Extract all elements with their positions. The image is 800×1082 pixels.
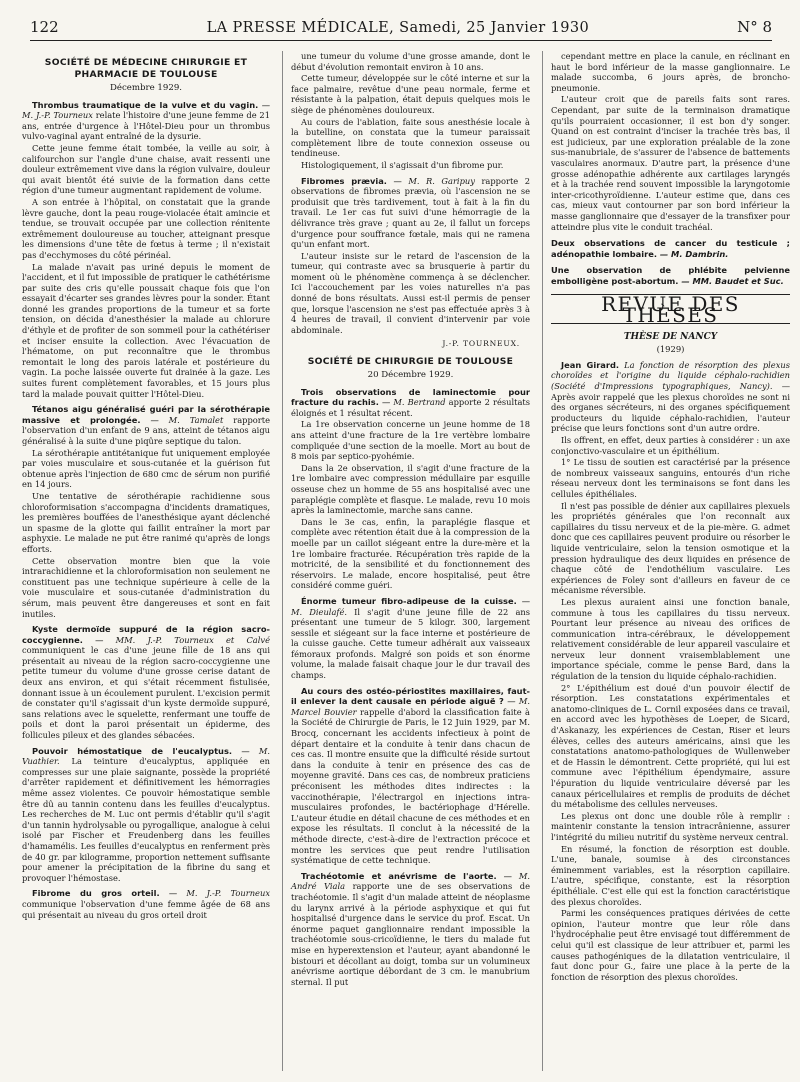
article: [22, 624, 270, 741]
article: [22, 100, 270, 400]
article-lead: [22, 888, 270, 920]
article-author: — M. J.-P. Tourneux: [22, 99, 270, 121]
paragraph: Au cours de l'ablation, faite sous anesthésie locale à la butelline, on constata que la tumeur paraissait complètement libre de toute connexion osseuse ou tendineuse.: [291, 116, 530, 159]
article-paragraph: Dans le 3e cas, enfin, la paraplégie flasque et complète avec rétention était due à la compression de la moelle par un caillot siégeant entre la dure-mère et la 1re lombaire fracturée. Récupération très rapide de la motricité, de la sensibilité et du fonctionnement des réservoirs. Le malade, encore hospitalisé, peut être considéré comme guéri.: [291, 516, 530, 591]
observation-phlebite: [551, 265, 790, 286]
paragraph: Il n'est pas possible de dénier aux capillaires plexuels les propriétés générales que l'on reconnaît aux capillaires du tissu nerveux et de la pie-mère. G. admet donc que ces capillaires peuvent produire ou résorber le liquide ventriculaire, selon la tension osmotique et la pression hydraulique des deux liquides en présence de chaque côté de l'endothélium vasculaire. Les expériences de Foley sont d'ailleurs en faveur de ce mécanisme réversible.: [551, 500, 790, 596]
paragraph: Ils offrent, en effet, deux parties à considérer : un axe conjonctivo-vasculaire et un épithélium.: [551, 435, 790, 456]
column-2: [282, 51, 530, 1071]
these-author: Jean Girard.: [561, 359, 620, 370]
issue-number: N° 8: [737, 18, 772, 36]
article-paragraph: La sérothérapie antitétanique fut uniquement employée par voies musculaire et sous-cutanée et la guérison fut obtenue après l'injection de 680 cmc de sérum non purifié en 14 jours.: [22, 447, 270, 490]
article-heading: Fibromes prævia.: [301, 175, 387, 186]
article-paragraph: Cette observation montre bien que la voie intrarachidienne et la chloroformisation non seulement ne constituent pas une technique supérieure à celle de la voie musculaire et sous-cutanée d'administration du sérum, mais peuvent être dangereuses et sont en fait inutiles.: [22, 555, 270, 619]
page-number: 122: [30, 18, 59, 36]
article-lead: [291, 871, 530, 988]
observation-author: — M. Dambrin.: [659, 248, 729, 259]
article-author: — M. R. Garipuy: [393, 175, 475, 186]
paragraph: une tumeur du volume d'une grosse amande, dont le début d'évolution remontait environ à 10 ans.: [291, 51, 530, 72]
article: [291, 686, 530, 866]
article: [291, 871, 530, 988]
article-heading: Trois observations de laminectomie pour fracture du rachis.: [291, 386, 530, 408]
article-paragraph: La malade n'avait pas uriné depuis le moment de l'accident, et il fut impossible de pratiquer le cathétérisme par suite des cris qu'elle poussait chaque fois que l'on essayait d'écarter ses grandes lèvres pour la sonder. Étant donné les grandes proportions de la tumeur et sa forte tension, on décida d'anesthésier la malade au chlorure d'éthyle et de profiter de son sommeil pour la cathétériser et inciser ensuite la collection. Avec l'évacuation de l'hématome, on put reconnaître que le thrombus remontait le long des parois latérale et postérieure du vagin. La poche laissée ouverte fut drainée à la gaze. Les suites furent complètement favorables, et 15 jours plus tard la malade pouvait quitter l'Hôtel-Dieu.: [22, 261, 270, 399]
article-author: — MM. J.-P. Tourneux et Calvé: [95, 634, 270, 645]
article-author: — M. J.-P. Tourneux: [168, 888, 270, 899]
article-text: communiquent le cas d'une jeune fille de 18 ans qui présentait au niveau de la région sacro-coccygienne une petite tumeur du volume d'une grosse cerise datant de deux ans environ, et qui s'était récemment fistulisée, donnant issue à un écoulement purulent. L'excision permit de constater qu'il s'agissait d'un kyste dermoïde suppuré, sans relations avec le squelette, renfermant une touffe de poils et dont la paroi présentait un épiderme, des follicules pileux et des glandes sébacées.: [22, 645, 270, 741]
paragraph: 1° Le tissu de soutien est caractérisé par la présence de nombreux vaisseaux sanguins, entourés d'un riche réseau nerveux dont les terminaisons se font dans les cellules épithéliales.: [551, 457, 790, 499]
col2-continued-text: [291, 51, 530, 171]
article-heading: Pouvoir hémostatique de l'eucalyptus.: [32, 745, 233, 756]
paragraph: Les plexus ont donc une double rôle à remplir : maintenir constante la tension intracrânienne, assurer l'intégrité du milieu nutritif du système nerveux central.: [551, 810, 790, 842]
paragraph: cependant mettre en place la canule, en réclinant en haut le bord inférieur de la masse ganglionnaire. Le malade succomba, 6 jours après, de broncho-pneumonie.: [551, 51, 790, 93]
article-heading: Thrombus traumatique de la vulve et du vagin.: [32, 99, 259, 110]
these-lead: [551, 360, 790, 434]
journal-title: LA PRESSE MÉDICALE, Samedi, 25 Janvier 1930: [206, 20, 590, 36]
these-title: THÈSE DE NANCY: [623, 331, 718, 342]
col3-continued-text: [551, 51, 790, 232]
article-author: — M. Dieulafé.: [291, 595, 530, 617]
these-body: [551, 435, 790, 982]
section-title: REVUE DES THÈSES: [601, 292, 740, 328]
paragraph: Cette tumeur, développée sur le côté interne et sur la face palmaire, revêtue d'une peau normale, ferme et résistante à la palpation, était depuis quelques mois le siège de phénomènes douloureux.: [291, 73, 530, 115]
col1-items: [22, 100, 270, 921]
page-header: [30, 18, 772, 41]
article-heading: Énorme tumeur fibro-adipeuse de la cuisse.: [301, 595, 517, 606]
article: [291, 387, 530, 591]
article-heading: Tétanos aigu généralisé guéri par la sérothérapie massive et prolongée.: [22, 404, 270, 425]
article-text: relate l'histoire d'une jeune femme de 21 ans, entrée d'urgence à l'Hôtel-Dieu pour un thrombus vulvo-vaginal ayant entraîné de la dysurie.: [22, 110, 270, 142]
signature: J.-P. TOURNEUX.: [442, 339, 520, 349]
columns: [22, 51, 790, 1071]
society-heading: SOCIÉTÉ DE MÉDECINE CHIRURGIE ET PHARMACIE DE TOULOUSE: [44, 57, 248, 80]
article: [22, 404, 270, 619]
paragraph: Parmi les conséquences pratiques dérivées de cette opinion, l'auteur montre que leur rôle dans l'hydrocéphalie peut être envisagé tout différemment de celui qu'il est classique de leur attribuer et, parmi les causes pathogéniques de la dilatation ventriculaire, il faut donc pour G., faire une place à la perte de la fonction de résorption des plexus choroïdes.: [551, 908, 790, 982]
article-lead: [291, 387, 530, 419]
session-date-2: 20 Décembre 1929.: [367, 370, 454, 381]
paragraph: En résumé, la fonction de résorption est double. L'une, banale, soumise à des circonstances éminemment variables, est la résorption capillaire. L'autre, spécifique, constante, est la résorption épithéliale. C'est elle qui est la fonction caractéristique des plexus choroïdes.: [551, 843, 790, 907]
article-lead: [291, 686, 530, 866]
article-text: rappelle d'abord la classification faite à la Société de Chirurgie de Paris, le 12 Juin 1929, par M. Brocq, concernant les accidents infectieux à point de départ dentaire et la conduite à tenir dans chacun de ces cas. Il montre ensuite que la difficulté réside surtout dans la conduite à tenir en présence des cas de moyenne gravité. Dans ces cas, de nombreux praticiens préconisent les méthodes dites indirectes : la vaccinothérapie, l'électrargol en injections intra-musculaires profondes, le bactériophage d'Hérelle. L'auteur étudie en détail chacune de ces méthodes et en expose les résultats. Il conclut à la nécessité de la méthode directe, c'est-à-dire de l'extraction précoce et montre les services que peut rendre l'utilisation systématique de cette technique.: [291, 706, 530, 866]
article-lead: [22, 746, 270, 884]
article-author: — M. Marcel Bouvier: [291, 696, 530, 717]
article-heading: Kyste dermoïde suppuré de la région sacro-coccygienne.: [22, 624, 270, 645]
article-text: rapporte l'observation d'un enfant de 9 ans, atteint de tétanos aigu généralisé à la suite d'une piqûre septique du talon.: [22, 414, 270, 446]
article: [291, 596, 530, 681]
article: [22, 888, 270, 920]
article: [22, 746, 270, 884]
paragraph: 2° L'épithélium est doué d'un pouvoir électif de résorption. Les constatations expérimentales et anatomo-cliniques de L. Cornil exposées dans ce travail, en accord avec les hypothèses de Loeper, de Sicard, d'Askanazy, les expériences de Cestan, Riser et leurs élèves, celles des auteurs américains, ainsi que les constatations anatomo-pathologiques de Wullenweber et de Hassin le démontrent. Cette propriété, qui lui est commune avec l'épithélium épendymaire, assure l'épuration du liquide ventriculaire déversé par les canaux péricellulaires et remplis de produits de déchet du métabolisme des cellules nerveuses.: [551, 682, 790, 810]
article-heading: Trachéotomie et anévrisme de l'aorte.: [301, 870, 497, 881]
article-fibromes: [291, 176, 530, 336]
article-lead: [22, 404, 270, 446]
society-heading-2: SOCIÉTÉ DE CHIRURGIE DE TOULOUSE: [307, 356, 514, 368]
article-text: rapporte 2 observations de fibromes prævia, où l'ascension ne se produisit que très tardivement, tout à fait à la fin du travail. Le 1er cas fut suivi d'une hémorragie de la délivrance très grave ; quant au 2e, il fallut un forceps d'urgence pour souffrance fœtale, mais qui ne ramena qu'un enfant mort.: [291, 175, 530, 250]
article-paragraph: La 1re observation concerne un jeune homme de 18 ans atteint d'une fracture de la 1re vertèbre lombaire compliquée d'une section de la moelle. Mort au bout de 8 mois par septico-pyohémie.: [291, 419, 530, 462]
column-3: [542, 51, 790, 1071]
article-heading: Fibrome du gros orteil.: [32, 888, 160, 899]
article-text: rapporte une de ses observations de trachéotomie. Il s'agit d'un malade atteint de néoplasme du larynx arrivé à la période asphyxique et qui fut hospitalisé d'urgence dans le service du prof. Escat. Un énorme paquet ganglionnaire rendant impossible la trachéotomie sous-cricoïdienne, le tiers du malade fut mise en hyperextension et l'auteur, ayant abandonné le bistouri et décollant au doigt, tomba sur un volumineux anévrisme aortique débordant de 3 cm. le manubrium sternal. Il put: [291, 881, 530, 987]
article-text: La teinture d'eucalyptus, appliquée en compresses sur une plaie saignante, possède la propriété d'arrêter rapidement et définitivement les hémorragies même assez violentes. Ce pouvoir hémostatique semble être dû au tannin contenu dans les feuilles d'eucalyptus. Les recherches de M. Luc ont permis d'établir qu'il s'agit d'un tannin hydrolysable ou pyrogallique, analogue à celui isolé par Fischer et Freudenberg dans les feuilles d'hamamélis. Les feuilles d'eucalyptus en renferment près de 40 gr. par kilogramme, proportion nettement suffisante pour amener la précipitation de la fibrine du sang et provoquer l'hémostase.: [22, 756, 270, 883]
article-lead: [291, 596, 530, 681]
article-heading: Au cours des ostéo-périostites maxillaires, faut-il enlever la dent causale en période aiguë ?: [291, 685, 530, 707]
article-paragraph: Cette jeune femme était tombée, la veille au soir, à califourchon sur l'angle d'une chaise, avait ressenti une douleur extrêmement vive dans la région vulvaire, douleur qui avait bientôt été suivie de la formation dans cette région d'une tumeur augmentant rapidement de volume.: [22, 142, 270, 196]
article-lead: [22, 624, 270, 741]
article-lead: [22, 100, 270, 142]
paragraph: Les plexus auraient ainsi une fonction banale, commune à tous les capillaires du tissu nerveux. Pourtant leur présence au niveau des orifices de communication intra-cérébraux, le développement relativement considérable de leur appareil vasculaire et nerveux leur donnent vraisemblablement une importance spéciale, comme le pense Bard, dans la régulation de la tension du liquide céphalo-rachidien.: [551, 596, 790, 682]
these-lead-text: — Après avoir rappelé que les plexus choroïdes ne sont ni des organes sécréteurs, ni des organes spécifiquement producteurs du liquide céphalo-rachidien, l'auteur précise que leurs fonctions sont d'un autre ordre.: [551, 381, 790, 434]
article-text: apporte 2 résultats éloignés et 1 résultat récent.: [291, 397, 530, 418]
these-work-title: La fonction de résorption des plexus choroïdes et l'origine du liquide céphalo-rachidien (Société d'Impressions typographiques, Nancy).: [551, 359, 790, 392]
article-paragraph: L'auteur insiste sur le retard de l'ascension de la tumeur, qui contraste avec sa brusquerie à partir du moment où le phénomène commença à se déclencher. Ici l'accouchement par les voies naturelles n'a pas donné de bons résultats. Aussi est-il permis de penser que, lorsque l'ascension ne s'est pas effectuée après 3 à 4 heures de travail, il convient d'intervenir par voie abdominale.: [291, 250, 530, 335]
article-text: communique l'observation d'une femme âgée de 68 ans qui présentait au niveau du gros orteil droit: [22, 898, 270, 920]
paragraph: L'auteur croit que de pareils faits sont rares. Cependant, par suite de la terminaison dramatique qu'ils pourraient occasionner, il est bon d'y songer. Quand on est contraint d'inciser la trachée très bas, il est judicieux, par une exploration préalable de la zone sus-manubriale, de s'assurer de l'absence de battements vasculaires anormaux. D'autre part, la présence d'une grosse adénopathie adhérente aux cartilages laryngés et à la trachée rend souvent impossible la laryngotomie inter-cricothyroïdienne. L'auteur estime que, dans ces cas, mieux vaut contourner par son bord inférieur la masse ganglionnaire que d'essayer de la transfixer pour atteindre plus vite le conduit trachéal.: [551, 94, 790, 232]
article-text: Il s'agit d'une jeune fille de 22 ans présentant une tumeur de 5 kilogr. 300, largement sessile et siégeant sur la face interne et postérieure de la cuisse gauche. Cette tumeur adhérait aux vaisseaux fémoraux profonds. Malgré son poids et son énorme volume, la malade faisait chaque jour le dur travail des champs.: [291, 606, 530, 681]
article-author: — M. Vuathier.: [22, 745, 270, 767]
observation-heading: Une observation de phlébite pelvienne embolligène post-abortum.: [551, 265, 790, 286]
col2-items: [291, 387, 530, 988]
article-author: — M. André Viala: [291, 870, 530, 892]
observation-author: — MM. Baudet et Suc.: [681, 275, 784, 286]
paragraph: Histologiquement, il s'agissait d'un fibrome pur.: [301, 159, 504, 170]
article-paragraph: A son entrée à l'hôpital, on constatait que la grande lèvre gauche, dont la peau rouge-violacée était amincie et tendue, se trouvait occupée par une collection rénitente extrêmement douloureuse au toucher, atteignant presque les dimensions d'une tête de fœtus à terme ; il n'existait pas d'ecchymoses du côté périnéal.: [22, 196, 270, 260]
article-author: — M. Tamalet: [150, 414, 224, 425]
session-date: Décembre 1929.: [109, 83, 183, 93]
article-paragraph: Dans la 2e observation, il s'agit d'une fracture de la 1re lombaire avec compression médullaire par esquille osseuse chez un homme de 55 ans hospitalisé avec une paraplégie complète et flasque. Le malade, revu 10 mois après la laminectomie, marche sans canne.: [291, 462, 530, 516]
column-1: [22, 51, 270, 1071]
article-author: — M. Bertrand: [381, 397, 446, 408]
observation-testicule: [551, 238, 790, 259]
article-paragraph: Une tentative de sérothérapie rachidienne sous chloroformisation s'accompagna d'incidents dramatiques, les premières bouffées de l'anesthésique ayant déclenché un spasme de la glotte qui faillit entraîner la mort par asphyxie. Le malade ne put être ranimé qu'après de longs efforts.: [22, 490, 270, 554]
these-year: (1929): [656, 344, 685, 355]
observation-heading: Deux observations de cancer du testicule ; adénopathie lombaire.: [551, 238, 790, 259]
